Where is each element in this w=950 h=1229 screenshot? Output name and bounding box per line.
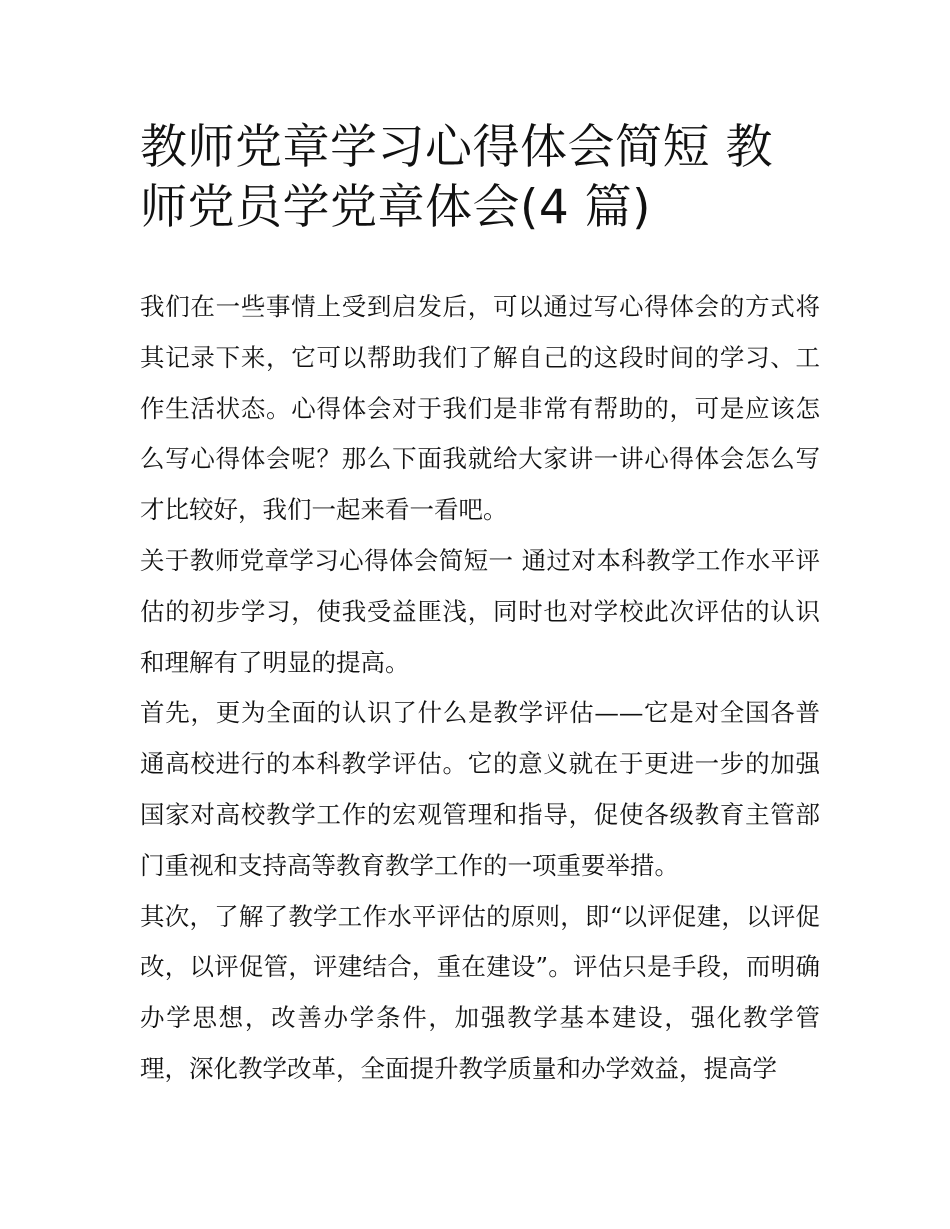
paragraph-second-point: 其次，了解了教学工作水平评估的原则，即“以评促建，以评促改，以评促管，评建结合，重在建设”。评估只是手段，而明确办学思想，改善办学条件，加强教学基本建设，强化教学管理，深化教学改革，全面提升教学质量和办学效益，提高学 — [140, 901, 820, 1083]
paragraph-section-one: 关于教师党章学习心得体会简短一 通过对本科教学工作水平评估的初步学习，使我受益匪浅，同时也对学校此次评估的认识和理解有了明显的提高。 — [140, 545, 820, 677]
paragraph-intro: 我们在一些事情上受到启发后，可以通过写心得体会的方式将其记录下来，它可以帮助我们了解自己的这段时间的学习、工作生活状态。心得体会对于我们是非常有帮助的，可是应该怎么写心得体会呢？那么下面我就给大家讲一讲心得体会怎么写才比较好，我们一起来看一看吧。 — [140, 292, 820, 525]
paragraph-first-point: 首先，更为全面的认识了什么是教学评估——它是对全国各普通高校进行的本科教学评估。它的意义就在于更进一步的加强国家对高校教学工作的宏观管理和指导，促使各级教育主管部门重视和支持高等教育教学工作的一项重要举措。 — [140, 698, 820, 880]
document-title: 教师党章学习心得体会简短 教师党员学党章体会(4 篇) — [140, 120, 773, 235]
document-body — [140, 282, 820, 1095]
